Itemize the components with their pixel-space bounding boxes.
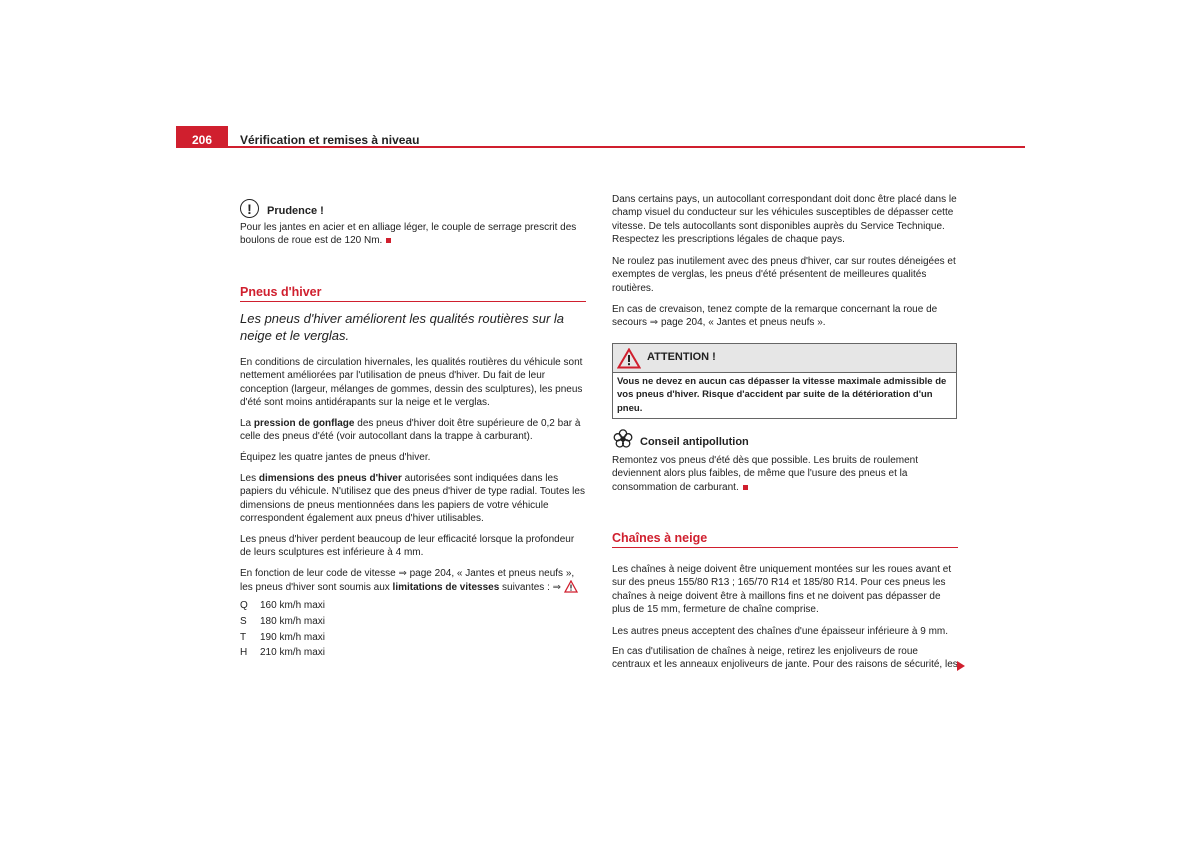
- winter-section-heading: [240, 286, 586, 302]
- attention-text: Vous ne devez en aucun cas dépasser la vitesse maximale admissible de vos pneus d'hiver. Risque d'accident par suite de la détérioration d'un pneu.: [617, 376, 947, 414]
- winter-paragraph-2: La pression de gonflage des pneus d'hiver doit être supérieure de 0,2 bar à celle des pneus d'été (voir autocollant dans la trappe à carburant).: [240, 418, 581, 443]
- chains-section-heading: [612, 532, 958, 548]
- eco-title: Conseil antipollution: [640, 436, 749, 449]
- list-item: T 190 km/h maxi: [240, 631, 326, 643]
- list-item: Q 160 km/h maxi: [240, 600, 326, 611]
- chapter-title: Vérification et remises à niveau: [240, 133, 420, 147]
- prudence-text: Pour les jantes en acier et en alliage léger, le couple de serrage prescrit des boulons de roue est de 120 Nm.: [240, 222, 577, 247]
- eco-text: Remontez vos pneus d'été dès que possible. Les bruits de roulement deviennent alors plus faibles, de même que l'usure des pneus et la consommation de carburant.: [612, 455, 918, 493]
- end-mark-icon: [743, 485, 748, 490]
- attention-box: [612, 343, 957, 419]
- warning-triangle-icon: [617, 348, 641, 369]
- reference-arrow-icon: ⇒: [649, 317, 659, 329]
- chains-paragraph-1: Les chaînes à neige doivent être uniquement montées sur les roues avant et sur des pneus 155/80 R13 ; 165/70 R14 et 185/80 R14. Pour ces pneus les chaînes à neige doivent être à maillons fins et ne doivent pas dépasser de plus de 15 mm, fermeture de chaîne comprise.: [612, 564, 952, 616]
- warning-icon: [564, 580, 578, 593]
- right-paragraph-2: Ne roulez pas inutilement avec des pneus d'hiver, car sur routes déneigées et exemptes de verglas, les pneus d'été présentent de meilleures qualités routières.: [612, 256, 956, 294]
- continue-arrow-icon: [957, 661, 965, 671]
- winter-paragraph-4: Les dimensions des pneus d'hiver autorisées sont indiquées dans les papiers du véhicule. N'utilisez que des pneus d'hiver de type radial. Toutes les dimensions de pneus mentionnées dans les papiers de votre véhicule correspondent également aux pneus d'hiver utilisables.: [240, 473, 585, 525]
- section-rule: [612, 547, 958, 548]
- prudence-note: [240, 196, 586, 248]
- reference-arrow-icon: ⇒: [398, 568, 407, 579]
- attention-title: ATTENTION !: [647, 351, 716, 364]
- end-mark-icon: [386, 238, 391, 243]
- list-item: H 210 km/h maxi: [240, 647, 326, 659]
- chains-paragraph-2: Les autres pneus acceptent des chaînes d'une épaisseur inférieure à 9 mm.: [612, 626, 949, 637]
- prudence-title: Prudence !: [267, 204, 324, 217]
- caution-icon: !: [240, 199, 259, 218]
- right-paragraph-1: Dans certains pays, un autocollant correspondant doit donc être placé dans le champ visuel du conducteur sur les véhicules susceptibles de dépasser cette vitesse. De tels autocollants sont disponibles auprès du Service Technique. Respectez les prescriptions légales de chaque pays.: [612, 194, 957, 246]
- chains-paragraph-3: En cas d'utilisation de chaînes à neige, retirez les enjoliveurs de roue centraux et les anneaux enjoliveurs de jante. Pour des raisons de sécurité, les: [612, 646, 958, 671]
- eco-note: [612, 428, 958, 450]
- winter-lead: Les pneus d'hiver améliorent les qualités routières sur la neige et le verglas.: [240, 311, 565, 343]
- section-title-chains: Chaînes à neige: [612, 531, 708, 545]
- flower-icon: [612, 428, 634, 450]
- winter-paragraph-6: En fonction de leur code de vitesse ⇒ page 204, « Jantes et pneus neufs », les pneus d'hiver sont soumis aux limitations de vitesses suivantes : ⇒: [240, 567, 586, 595]
- winter-paragraph-3: Équipez les quatre jantes de pneus d'hiver.: [240, 452, 431, 463]
- attention-header: [613, 344, 956, 373]
- right-paragraph-3: En cas de crevaison, tenez compte de la remarque concernant la roue de secours ⇒ page 204, « Jantes et pneus neufs ».: [612, 304, 938, 329]
- page-number: 206: [176, 126, 228, 148]
- reference-arrow-icon: ⇒: [552, 582, 562, 594]
- winter-paragraph-1: En conditions de circulation hivernales, les qualités routières du véhicule sont nettement améliorées par l'utilisation de pneus d'hiver. Du fait de leur conception (largeur, mélanges de gommes, dessin des sculptures), les pneus d'été sont moins antidérapants sur la neige et le verglas.: [240, 357, 583, 409]
- section-rule: [240, 301, 586, 302]
- list-item: S 180 km/h maxi: [240, 615, 326, 627]
- winter-paragraph-5: Les pneus d'hiver perdent beaucoup de leur efficacité lorsque la profondeur de leurs sculptures est inférieure à 4 mm.: [240, 534, 575, 559]
- section-title-winter: Pneus d'hiver: [240, 285, 322, 299]
- speed-limit-list: [240, 599, 586, 662]
